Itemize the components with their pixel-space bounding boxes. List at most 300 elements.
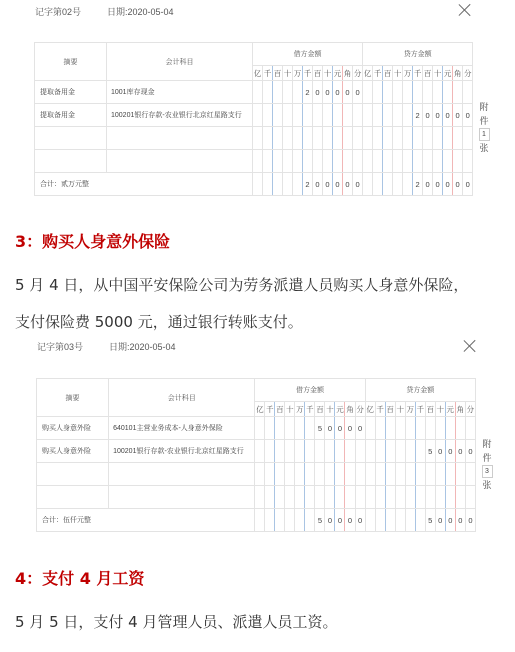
credit-digit [425, 417, 435, 440]
debit-digit [353, 150, 363, 173]
table-row [37, 486, 476, 509]
credit-digit [413, 127, 423, 150]
credit-digit [393, 104, 403, 127]
debit-digit [335, 463, 345, 486]
total-debit-digit [285, 509, 295, 532]
credit-digit: 0 [443, 104, 453, 127]
summary-cell [37, 486, 109, 509]
summary-header: 摘要 [35, 43, 107, 81]
summary-header: 摘要 [37, 379, 109, 417]
total-credit-digit: 0 [463, 173, 473, 196]
credit-digit [383, 104, 393, 127]
credit-digit [405, 440, 415, 463]
credit-digit [463, 150, 473, 173]
credit-digit [443, 81, 453, 104]
debit-digit: 0 [343, 81, 353, 104]
section-title: 4：支付 4 月工资 [15, 569, 145, 588]
unit-label: 角 [345, 402, 355, 417]
debit-digit [273, 150, 283, 173]
close-icon[interactable] [463, 339, 477, 353]
debit-digit [293, 104, 303, 127]
total-row [37, 509, 476, 532]
debit-digit: 2 [303, 81, 313, 104]
unit-label: 十 [435, 402, 445, 417]
attach-label: 张 [479, 143, 489, 153]
credit-digit [375, 486, 385, 509]
credit-digit [403, 81, 413, 104]
debit-digit [315, 440, 325, 463]
debit-digit [275, 463, 285, 486]
credit-digit [395, 463, 405, 486]
credit-digit: 5 [425, 440, 435, 463]
table-row [35, 150, 473, 173]
total-credit-digit: 0 [423, 173, 433, 196]
summary-cell: 购买人身意外险 [37, 440, 109, 463]
total-credit-digit [395, 509, 405, 532]
debit-header: 借方金额 [253, 43, 363, 66]
debit-digit: 0 [325, 417, 335, 440]
credit-digit [465, 486, 475, 509]
credit-digit [465, 417, 475, 440]
debit-digit: 0 [355, 417, 365, 440]
attach-label: 件 [479, 116, 489, 126]
debit-digit [253, 127, 263, 150]
debit-digit [295, 463, 305, 486]
credit-digit [463, 81, 473, 104]
debit-digit [325, 486, 335, 509]
table-row [37, 463, 476, 486]
table-row [37, 440, 476, 463]
credit-digit [405, 417, 415, 440]
unit-label: 百 [273, 66, 283, 81]
debit-digit [263, 127, 273, 150]
unit-label: 亿 [363, 66, 373, 81]
debit-digit [293, 81, 303, 104]
total-debit-digit [275, 509, 285, 532]
debit-digit [283, 150, 293, 173]
unit-label: 百 [385, 402, 395, 417]
unit-label: 元 [443, 66, 453, 81]
close-icon[interactable] [458, 3, 472, 17]
total-debit-digit: 0 [323, 173, 333, 196]
voucher-table [34, 42, 473, 196]
credit-digit [385, 463, 395, 486]
total-debit-digit: 5 [315, 509, 325, 532]
total-debit-digit: 0 [353, 173, 363, 196]
attach-label: 件 [482, 453, 492, 463]
credit-digit: 0 [455, 440, 465, 463]
total-credit-digit [415, 509, 425, 532]
attachment-count [477, 100, 491, 155]
voucher-number: 记字第03号 [37, 342, 84, 352]
total-debit-digit [305, 509, 315, 532]
credit-digit [385, 417, 395, 440]
credit-digit [425, 463, 435, 486]
total-debit-digit: 0 [355, 509, 365, 532]
debit-digit [275, 486, 285, 509]
debit-digit: 0 [323, 81, 333, 104]
credit-digit [415, 463, 425, 486]
credit-digit [435, 417, 445, 440]
attach-count-value: 1 [479, 128, 490, 141]
total-credit-digit: 0 [435, 509, 445, 532]
total-debit-digit: 2 [303, 173, 313, 196]
debit-digit [303, 104, 313, 127]
debit-digit [295, 417, 305, 440]
unit-label: 分 [465, 402, 475, 417]
credit-digit [365, 463, 375, 486]
table-row [37, 417, 476, 440]
credit-digit [443, 150, 453, 173]
debit-digit [345, 463, 355, 486]
attach-label: 附 [479, 102, 489, 112]
unit-label: 千 [265, 402, 275, 417]
debit-digit [293, 127, 303, 150]
debit-digit [345, 440, 355, 463]
summary-cell: 提取备用金 [35, 104, 107, 127]
credit-digit [405, 463, 415, 486]
debit-digit [343, 127, 353, 150]
total-debit-digit: 0 [335, 509, 345, 532]
unit-label: 千 [303, 66, 313, 81]
unit-label: 百 [315, 402, 325, 417]
credit-digit [393, 81, 403, 104]
credit-digit [375, 463, 385, 486]
credit-digit: 0 [463, 104, 473, 127]
debit-digit [355, 486, 365, 509]
unit-label: 万 [405, 402, 415, 417]
credit-digit [383, 127, 393, 150]
debit-digit [275, 440, 285, 463]
credit-digit [423, 81, 433, 104]
total-credit-digit [383, 173, 393, 196]
attach-label: 张 [482, 480, 492, 490]
unit-label: 亿 [255, 402, 265, 417]
unit-label: 十 [393, 66, 403, 81]
credit-digit [465, 463, 475, 486]
debit-digit [325, 440, 335, 463]
credit-digit [363, 81, 373, 104]
table-row [35, 81, 473, 104]
debit-digit [263, 104, 273, 127]
credit-digit [463, 127, 473, 150]
paragraph-line: 5 月 4 日，从中国平安保险公司为劳务派遣人员购买人身意外保险， [15, 276, 469, 294]
debit-digit [283, 81, 293, 104]
total-credit-digit [375, 509, 385, 532]
unit-label: 分 [463, 66, 473, 81]
credit-digit [385, 440, 395, 463]
unit-label: 百 [423, 66, 433, 81]
debit-digit [253, 104, 263, 127]
credit-digit [453, 81, 463, 104]
voucher-03 [0, 335, 515, 550]
unit-label: 亿 [253, 66, 263, 81]
credit-digit [395, 417, 405, 440]
debit-digit [345, 486, 355, 509]
credit-digit [403, 104, 413, 127]
unit-label: 千 [415, 402, 425, 417]
total-debit-digit: 0 [345, 509, 355, 532]
credit-digit [383, 150, 393, 173]
debit-digit [295, 440, 305, 463]
credit-digit [415, 440, 425, 463]
attachment-count [480, 437, 494, 492]
credit-digit [375, 440, 385, 463]
total-credit-digit [403, 173, 413, 196]
voucher-02 [0, 0, 515, 215]
unit-label: 角 [455, 402, 465, 417]
total-debit-digit: 0 [333, 173, 343, 196]
account-cell [107, 127, 253, 150]
debit-digit [285, 417, 295, 440]
debit-digit [255, 440, 265, 463]
credit-digit [383, 81, 393, 104]
debit-digit [303, 150, 313, 173]
unit-label: 千 [305, 402, 315, 417]
debit-digit [313, 150, 323, 173]
debit-digit [335, 440, 345, 463]
credit-digit [433, 81, 443, 104]
debit-digit [265, 486, 275, 509]
credit-digit [395, 486, 405, 509]
debit-digit [335, 486, 345, 509]
credit-digit: 0 [433, 104, 443, 127]
credit-digit [445, 417, 455, 440]
credit-digit [443, 127, 453, 150]
voucher-date: 日期:2020-05-04 [107, 7, 174, 17]
total-credit-digit: 0 [465, 509, 475, 532]
debit-digit [333, 104, 343, 127]
debit-digit [323, 150, 333, 173]
voucher-number: 记字第02号 [35, 7, 82, 17]
credit-digit [363, 127, 373, 150]
debit-digit [265, 417, 275, 440]
debit-digit [255, 486, 265, 509]
credit-digit [433, 150, 443, 173]
account-cell: 100201银行存款-农业银行北京红星路支行 [107, 104, 253, 127]
credit-digit [365, 486, 375, 509]
credit-digit [435, 486, 445, 509]
debit-digit [343, 104, 353, 127]
summary-cell [37, 463, 109, 486]
debit-digit [285, 440, 295, 463]
unit-label: 角 [453, 66, 463, 81]
credit-digit [405, 486, 415, 509]
credit-digit [395, 440, 405, 463]
credit-digit [453, 150, 463, 173]
credit-digit [393, 127, 403, 150]
header-row [37, 379, 476, 402]
account-cell [109, 486, 255, 509]
account-cell [107, 150, 253, 173]
unit-label: 十 [285, 402, 295, 417]
debit-digit [315, 486, 325, 509]
attach-count-value: 3 [482, 465, 493, 478]
debit-digit [313, 127, 323, 150]
unit-label: 十 [433, 66, 443, 81]
total-credit-digit [405, 509, 415, 532]
credit-digit [363, 104, 373, 127]
debit-digit [285, 486, 295, 509]
unit-label: 亿 [365, 402, 375, 417]
total-debit-digit [283, 173, 293, 196]
debit-digit: 0 [345, 417, 355, 440]
credit-digit [435, 463, 445, 486]
credit-digit [445, 463, 455, 486]
debit-digit [255, 417, 265, 440]
credit-header: 贷方金额 [363, 43, 473, 66]
unit-label: 十 [325, 402, 335, 417]
unit-label: 百 [425, 402, 435, 417]
summary-cell [35, 127, 107, 150]
credit-digit [413, 150, 423, 173]
debit-digit [283, 127, 293, 150]
total-credit-digit: 0 [443, 173, 453, 196]
credit-digit [413, 81, 423, 104]
voucher-table [36, 378, 476, 532]
paragraph-line: 5 月 5 日，支付 4 月管理人员、派遣人员工资。 [15, 613, 338, 631]
total-credit-digit: 5 [425, 509, 435, 532]
unit-label: 元 [335, 402, 345, 417]
debit-digit [265, 440, 275, 463]
total-credit-digit [385, 509, 395, 532]
credit-digit [393, 150, 403, 173]
total-debit-digit [263, 173, 273, 196]
unit-label: 分 [355, 402, 365, 417]
debit-digit [283, 104, 293, 127]
total-debit-digit [255, 509, 265, 532]
debit-digit [263, 150, 273, 173]
debit-digit [253, 150, 263, 173]
debit-digit [305, 440, 315, 463]
credit-digit [365, 417, 375, 440]
credit-digit: 0 [445, 440, 455, 463]
attach-label: 附 [482, 439, 492, 449]
summary-cell [35, 150, 107, 173]
unit-label: 十 [323, 66, 333, 81]
section-title: 3：购买人身意外保险 [15, 232, 171, 251]
total-credit-digit: 0 [433, 173, 443, 196]
total-debit-digit: 0 [343, 173, 353, 196]
unit-label: 元 [333, 66, 343, 81]
debit-digit [295, 486, 305, 509]
debit-digit [343, 150, 353, 173]
total-credit-digit [373, 173, 383, 196]
total-credit-digit: 2 [413, 173, 423, 196]
unit-label: 千 [263, 66, 273, 81]
table-row [35, 127, 473, 150]
paragraph-line: 支付保险费 5000 元，通过银行转账支付。 [15, 313, 303, 331]
debit-digit [323, 104, 333, 127]
debit-digit [355, 440, 365, 463]
unit-label: 百 [275, 402, 285, 417]
account-header: 会计科目 [109, 379, 255, 417]
credit-digit [415, 486, 425, 509]
debit-digit [323, 127, 333, 150]
debit-digit [305, 463, 315, 486]
debit-digit: 0 [333, 81, 343, 104]
total-debit-digit [273, 173, 283, 196]
debit-header: 借方金额 [255, 379, 365, 402]
debit-digit [285, 463, 295, 486]
credit-digit [373, 127, 383, 150]
unit-label: 十 [283, 66, 293, 81]
credit-digit [415, 417, 425, 440]
credit-digit [433, 127, 443, 150]
account-cell: 1001库存现金 [107, 81, 253, 104]
unit-label: 万 [295, 402, 305, 417]
unit-label: 分 [353, 66, 363, 81]
total-debit-digit [265, 509, 275, 532]
credit-digit [455, 486, 465, 509]
debit-digit [325, 463, 335, 486]
debit-digit: 0 [335, 417, 345, 440]
debit-digit [305, 417, 315, 440]
total-label: 合计：伍仟元整 [37, 509, 255, 532]
total-debit-digit [253, 173, 263, 196]
total-credit-digit: 0 [445, 509, 455, 532]
credit-digit [403, 150, 413, 173]
unit-label: 万 [293, 66, 303, 81]
credit-digit [445, 486, 455, 509]
total-credit-digit [365, 509, 375, 532]
debit-digit [263, 81, 273, 104]
debit-digit [313, 104, 323, 127]
debit-digit [265, 463, 275, 486]
credit-digit: 0 [423, 104, 433, 127]
unit-label: 千 [413, 66, 423, 81]
account-cell [109, 463, 255, 486]
debit-digit [353, 127, 363, 150]
credit-digit [455, 463, 465, 486]
debit-digit [353, 104, 363, 127]
debit-digit [355, 463, 365, 486]
credit-digit [455, 417, 465, 440]
credit-digit [385, 486, 395, 509]
credit-digit [373, 81, 383, 104]
debit-digit [305, 486, 315, 509]
total-debit-digit [295, 509, 305, 532]
credit-digit [425, 486, 435, 509]
debit-digit [333, 127, 343, 150]
unit-label: 元 [445, 402, 455, 417]
unit-label: 万 [403, 66, 413, 81]
unit-label: 角 [343, 66, 353, 81]
debit-digit [253, 81, 263, 104]
credit-digit: 0 [465, 440, 475, 463]
unit-label: 千 [375, 402, 385, 417]
unit-label: 百 [313, 66, 323, 81]
total-debit-digit [293, 173, 303, 196]
total-row [35, 173, 473, 196]
summary-cell: 提取备用金 [35, 81, 107, 104]
debit-digit [315, 463, 325, 486]
debit-digit [255, 463, 265, 486]
credit-digit [423, 150, 433, 173]
credit-digit [365, 440, 375, 463]
unit-label: 百 [383, 66, 393, 81]
total-credit-digit: 0 [453, 173, 463, 196]
credit-digit [403, 127, 413, 150]
account-header: 会计科目 [107, 43, 253, 81]
total-credit-digit [393, 173, 403, 196]
debit-digit [275, 417, 285, 440]
credit-digit [373, 150, 383, 173]
summary-cell: 购买人身意外险 [37, 417, 109, 440]
debit-digit: 0 [313, 81, 323, 104]
debit-digit [273, 127, 283, 150]
debit-digit: 5 [315, 417, 325, 440]
